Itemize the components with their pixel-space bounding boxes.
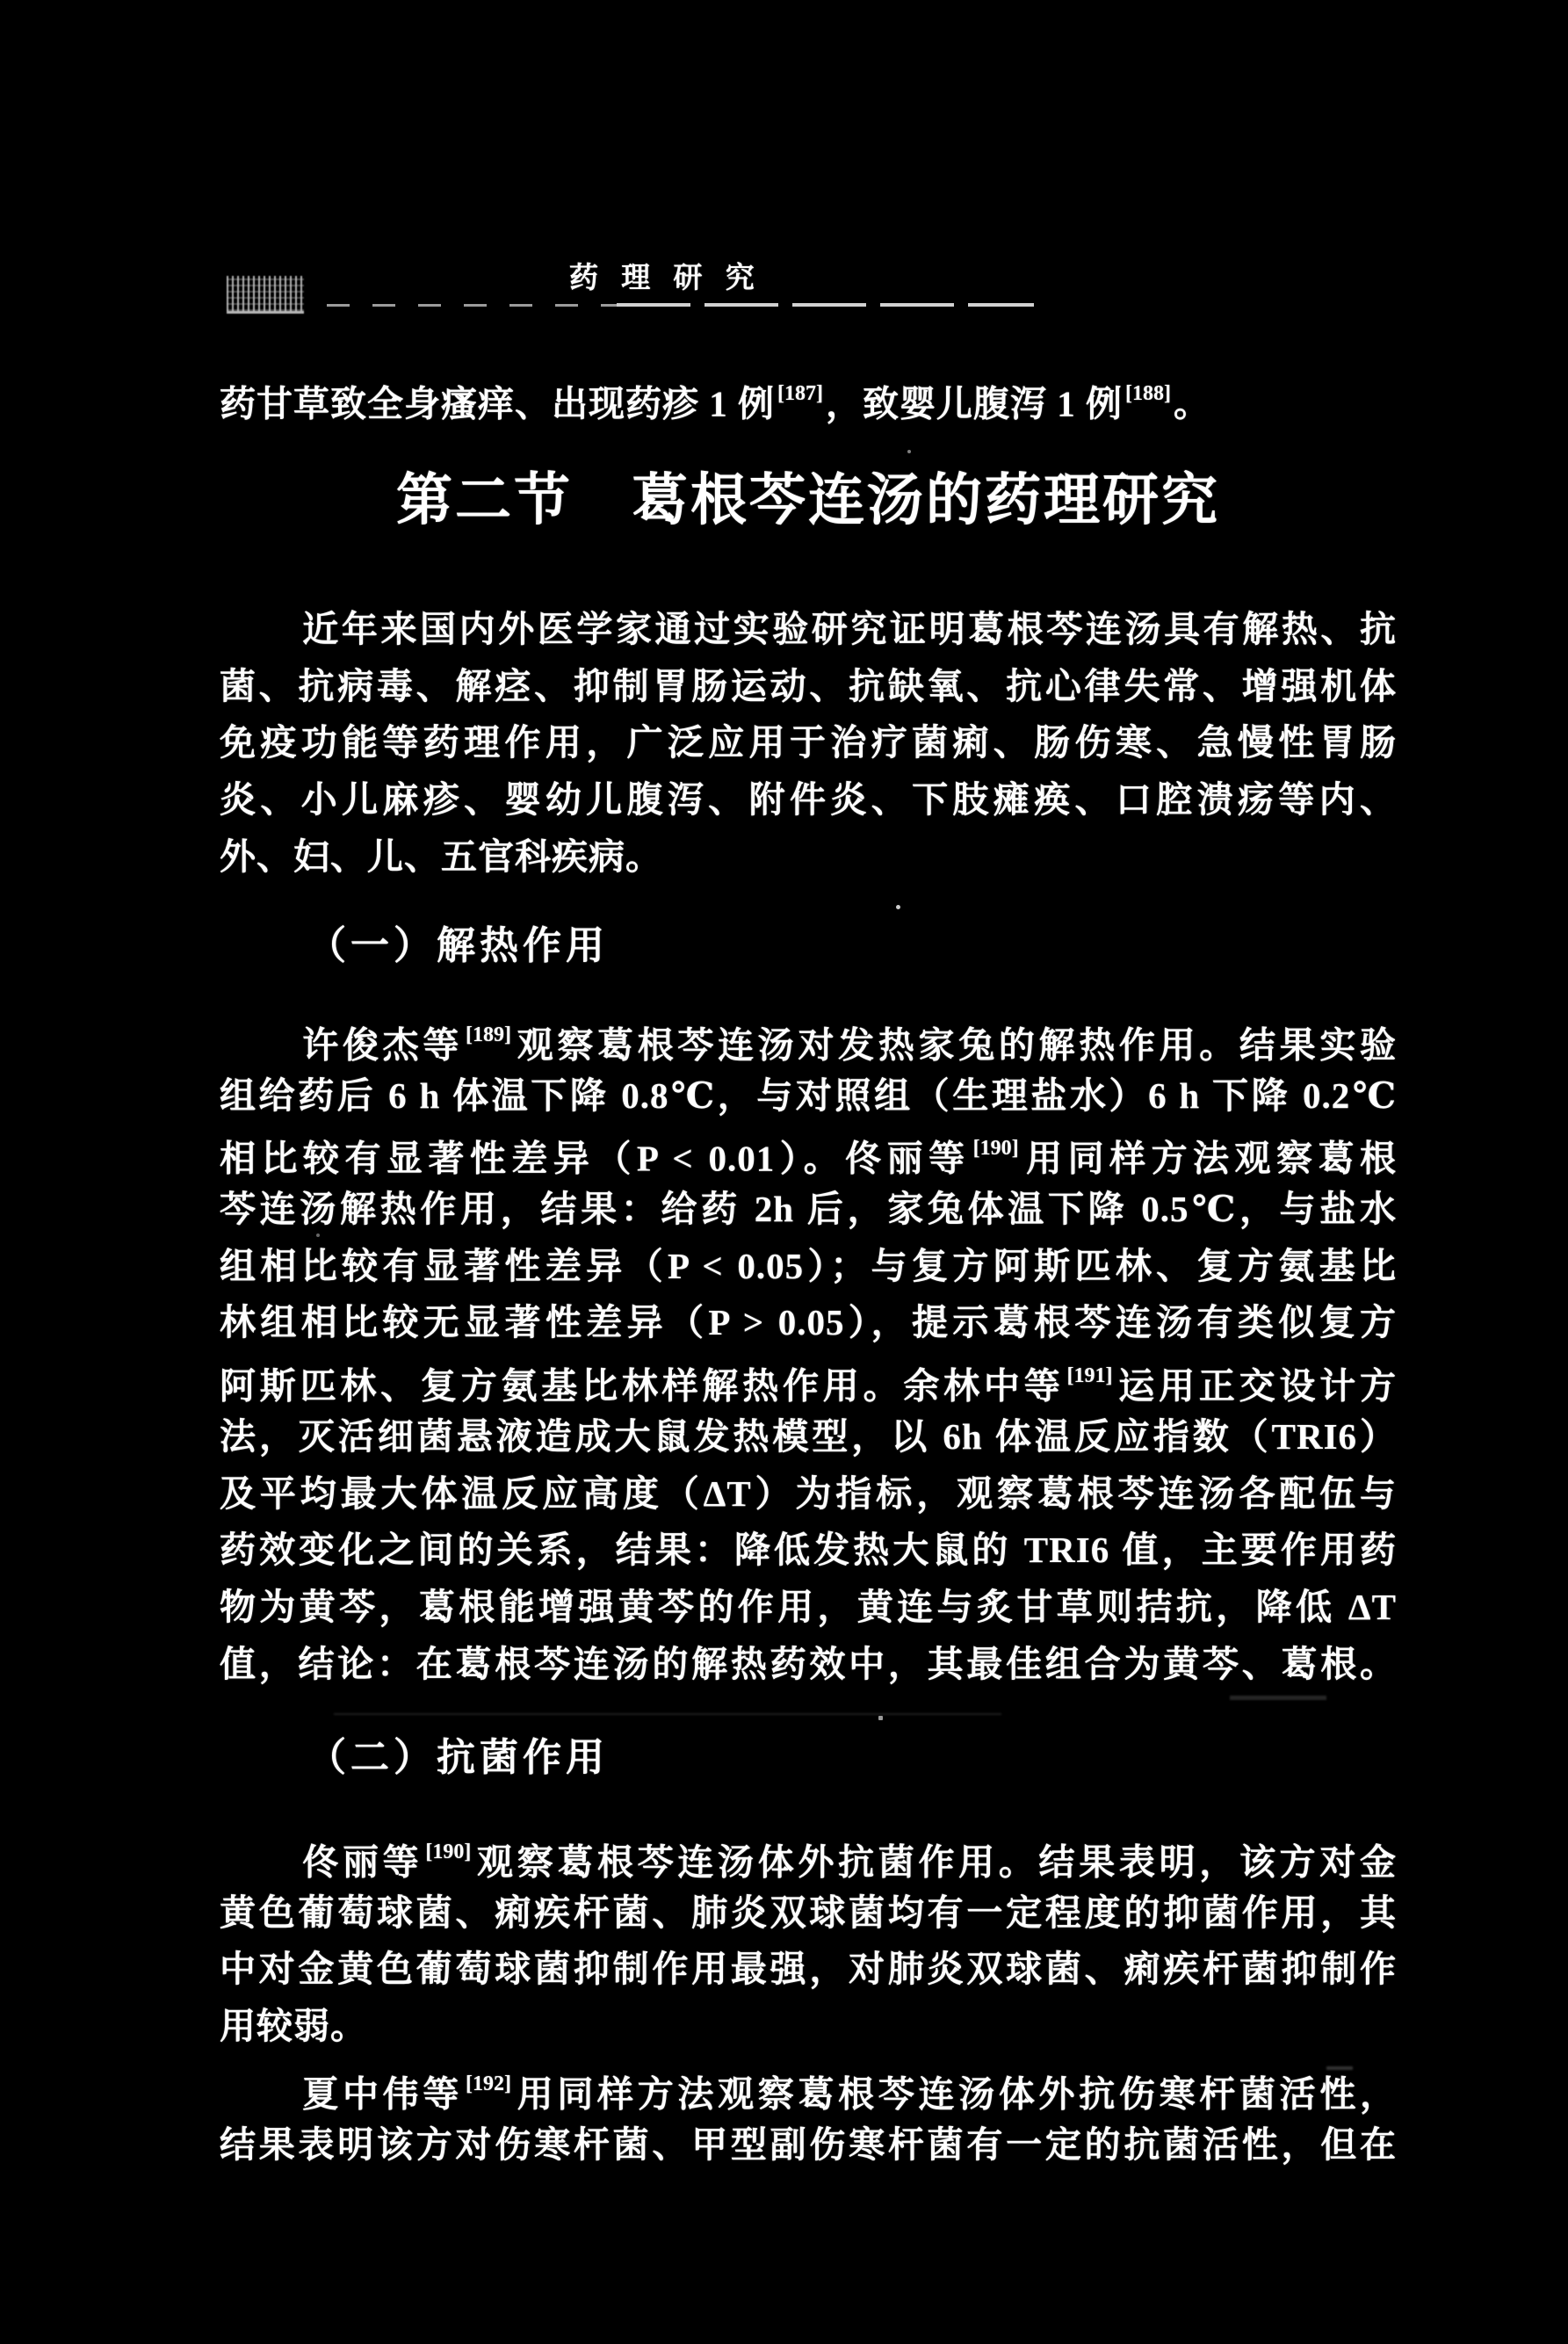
text-line: 佟丽等 [190]观察葛根芩连汤体外抗菌作用。结果表明，该方对金: [302, 1841, 1397, 1883]
overview-paragraph: [220, 601, 1397, 885]
scan-speck: [878, 1716, 883, 1720]
text-line: 外、妇、儿、五官科疾病。: [220, 836, 662, 877]
text-line: 及平均最大体温反应高度（ΔT）为指标，观察葛根芩连汤各配伍与: [220, 1472, 1397, 1514]
text-line: 黄色葡萄球菌、痢疾杆菌、肺炎双球菌均有一定程度的抑菌作用，其: [220, 1892, 1397, 1933]
antibacterial-paragraph-2: [220, 2059, 1397, 2173]
text-line: 林组相比较无显著性差异（P > 0.05），提示葛根芩连汤有类似复方: [220, 1302, 1397, 1343]
text-line: 值，结论：在葛根芩连汤的解热药效中，其最佳组合为黄芩、葛根。: [220, 1643, 1397, 1684]
text-line: 近年来国内外医学家通过实验研究证明葛根芩连汤具有解热、抗: [302, 609, 1397, 649]
section-title: 第二节 葛根芩连汤的药理研究: [396, 469, 1220, 532]
heading-antibacterial-effect: （二）抗菌作用: [307, 1736, 609, 1779]
text-line: 许俊杰等 [189]观察葛根芩连汤对发热家兔的解热作用。结果实验: [302, 1024, 1397, 1066]
text-line: 药甘草致全身瘙痒、出现药疹 1 例 [187]，致婴儿腹泻 1 例 [188]。: [220, 382, 1210, 424]
scan-smear: [1326, 2066, 1353, 2070]
text-line: 菌、抗病毒、解痉、抑制胃肠运动、抗缺氧、抗心律失常、增强机体: [220, 665, 1397, 706]
reference-superscript: [190]: [972, 1137, 1019, 1161]
header-rule-solid: [617, 303, 1034, 307]
text-line: 组给药后 6 h 体温下降 0.8℃，与对照组（生理盐水）6 h 下降 0.2℃: [220, 1074, 1397, 1116]
scan-smear: [334, 1713, 1001, 1715]
text-line: 物为黄芩，葛根能增强黄芩的作用，黄连与炙甘草则拮抗，降低 ΔT: [220, 1586, 1397, 1627]
reference-superscript: [187]: [777, 382, 823, 405]
intro-paragraph: [220, 369, 1397, 426]
scan-speck: [907, 450, 911, 453]
text-line: 夏中伟等 [192]用同样方法观察葛根芩连汤体外抗伤寒杆菌活性，: [302, 2073, 1397, 2115]
text-line: 免疫功能等药理作用，广泛应用于治疗菌痢、肠伤寒、急慢性胃肠: [220, 722, 1397, 763]
header-rule-dashed: [327, 304, 617, 307]
ink-smudge: [227, 276, 304, 314]
reference-superscript: [192]: [466, 2073, 512, 2095]
scan-smear: [1230, 1696, 1326, 1700]
text-line: 相比较有显著性差异（P < 0.01）。佟丽等 [190]用同样方法观察葛根: [220, 1137, 1397, 1180]
text-line: 用较弱。: [220, 2006, 367, 2047]
text-line: 阿斯匹林、复方氨基比林样解热作用。余林中等 [191]运用正交设计方: [220, 1364, 1397, 1407]
antipyretic-paragraph: [220, 1010, 1397, 1692]
text-line: 中对金黄色葡萄球菌抑制作用最强，对肺炎双球菌、痢疾杆菌抑制作: [220, 1949, 1397, 1990]
scan-speck: [896, 905, 900, 909]
text-line: 组相比较有显著性差异（P < 0.05）；与复方阿斯匹林、复方氨基比: [220, 1245, 1397, 1286]
reference-superscript: [190]: [425, 1841, 472, 1863]
scan-speck: [316, 1233, 320, 1237]
text-line: 结果表明该方对伤寒杆菌、甲型副伤寒杆菌有一定的抗菌活性，但在: [220, 2123, 1397, 2165]
heading-antipyretic-effect: （一）解热作用: [307, 924, 609, 967]
text-line: 药效变化之间的关系，结果：降低发热大鼠的 TRI6 值，主要作用药: [220, 1530, 1397, 1571]
reference-superscript: [191]: [1066, 1364, 1113, 1388]
reference-superscript: [188]: [1124, 382, 1171, 405]
antibacterial-paragraph-1: [220, 1827, 1397, 2055]
text-line: 芩连汤解热作用，结果：给药 2h 后，家兔体温下降 0.5℃，与盐水: [220, 1189, 1397, 1230]
text-line: 法，灭活细菌悬液造成大鼠发热模型，以 6h 体温反应指数（TRI6）: [220, 1415, 1397, 1457]
reference-superscript: [189]: [466, 1024, 512, 1046]
running-header-title: 药 理 研 究: [569, 263, 762, 294]
text-line: 炎、小儿麻疹、婴幼儿腹泻、附件炎、下肢瘫痪、口腔溃疡等内、: [220, 779, 1397, 821]
